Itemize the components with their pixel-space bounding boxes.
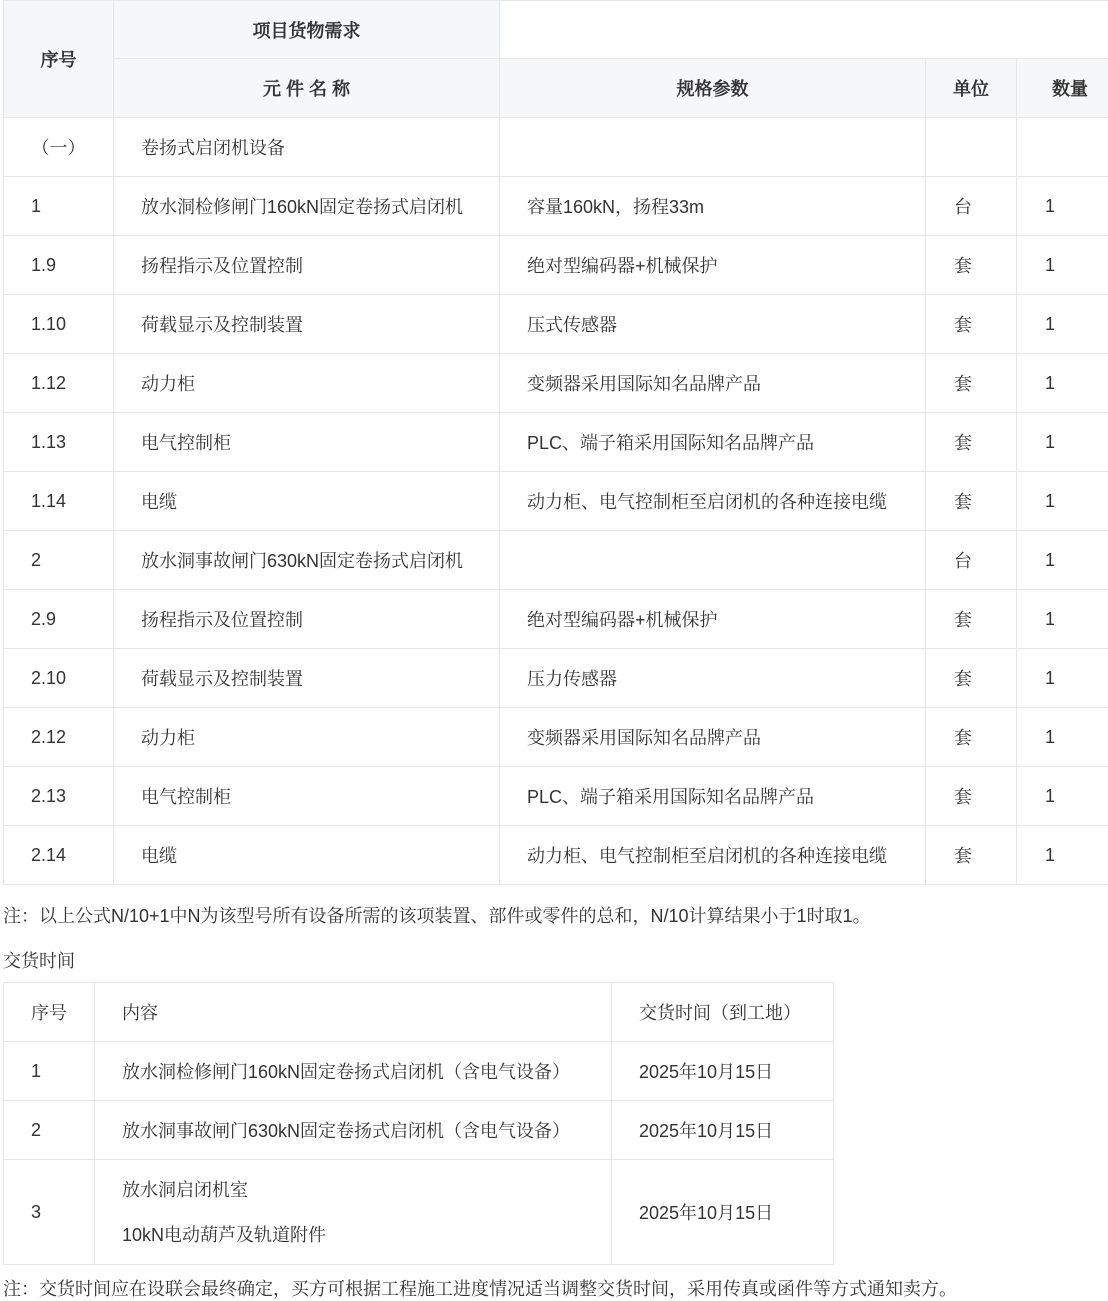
delivery-time: 2025年10月15日: [612, 1042, 834, 1101]
goods-qty: 1: [1017, 649, 1108, 708]
goods-spec: 压式传感器: [500, 295, 926, 354]
goods-row: [4, 826, 1108, 885]
goods-spec: 容量160kN，扬程33m: [500, 177, 926, 236]
goods-name: 扬程指示及位置控制: [114, 236, 500, 295]
goods-name: 荷载显示及控制装置: [114, 649, 500, 708]
header-blank: [500, 1, 1108, 59]
delivery-time: 2025年10月15日: [612, 1101, 834, 1160]
goods-unit: [926, 118, 1017, 177]
goods-row: [4, 708, 1108, 767]
goods-row: [4, 472, 1108, 531]
col-header-group: 项目货物需求: [114, 1, 500, 59]
goods-name: 动力柜: [114, 354, 500, 413]
delivery-row: [4, 1042, 834, 1101]
goods-qty: 1: [1017, 295, 1108, 354]
goods-qty: 1: [1017, 767, 1108, 826]
delivery-col-time: 交货时间（到工地）: [612, 983, 834, 1042]
col-header-seq: 序号: [4, 1, 114, 118]
goods-unit: 套: [926, 590, 1017, 649]
goods-row: [4, 118, 1108, 177]
goods-spec: [500, 531, 926, 590]
goods-qty: 1: [1017, 236, 1108, 295]
goods-spec: 动力柜、电气控制柜至启闭机的各种连接电缆: [500, 472, 926, 531]
goods-qty: 1: [1017, 413, 1108, 472]
goods-spec: PLC、端子箱采用国际知名品牌产品: [500, 413, 926, 472]
goods-seq: 1.13: [4, 413, 114, 472]
delivery-section-title: 交货时间: [3, 947, 75, 973]
goods-unit: 套: [926, 354, 1017, 413]
goods-unit: 套: [926, 472, 1017, 531]
goods-qty: 1: [1017, 590, 1108, 649]
goods-spec: 绝对型编码器+机械保护: [500, 236, 926, 295]
goods-qty: 1: [1017, 826, 1108, 885]
goods-qty: 1: [1017, 708, 1108, 767]
goods-unit: 套: [926, 826, 1017, 885]
goods-name: 电缆: [114, 826, 500, 885]
goods-qty: [1017, 118, 1108, 177]
goods-seq: 2.10: [4, 649, 114, 708]
delivery-row: [4, 1160, 834, 1265]
goods-seq: 1.9: [4, 236, 114, 295]
goods-name: 荷载显示及控制装置: [114, 295, 500, 354]
delivery-col-content: 内容: [95, 983, 612, 1042]
goods-row: [4, 236, 1108, 295]
goods-row: [4, 649, 1108, 708]
col-header-name: 元 件 名 称: [114, 59, 500, 118]
col-header-spec: 规格参数: [500, 59, 926, 118]
formula-note: 注：以上公式N/10+1中N为该型号所有设备所需的该项装置、部件或零件的总和，N/10计算结果小于1时取1。: [3, 902, 871, 928]
goods-spec: 变频器采用国际知名品牌产品: [500, 708, 926, 767]
goods-table-body: [4, 118, 1108, 885]
delivery-row: [4, 1101, 834, 1160]
goods-row: [4, 413, 1108, 472]
goods-name: 电气控制柜: [114, 413, 500, 472]
goods-qty: 1: [1017, 531, 1108, 590]
goods-seq: 1.14: [4, 472, 114, 531]
goods-seq: 2.12: [4, 708, 114, 767]
goods-seq: 1.12: [4, 354, 114, 413]
delivery-seq: 1: [4, 1042, 95, 1101]
delivery-note: 注：交货时间应在设联会最终确定，买方可根据工程施工进度情况适当调整交货时间，采用传真或函件等方式通知卖方。: [3, 1275, 957, 1301]
goods-seq: 2.14: [4, 826, 114, 885]
goods-row: [4, 177, 1108, 236]
goods-name: 扬程指示及位置控制: [114, 590, 500, 649]
goods-unit: 套: [926, 413, 1017, 472]
goods-row: [4, 354, 1108, 413]
goods-spec: PLC、端子箱采用国际知名品牌产品: [500, 767, 926, 826]
goods-name: 放水洞事故闸门630kN固定卷扬式启闭机: [114, 531, 500, 590]
goods-seq: 2.9: [4, 590, 114, 649]
goods-seq: （一）: [4, 118, 114, 177]
delivery-time: 2025年10月15日: [612, 1160, 834, 1265]
goods-unit: 台: [926, 531, 1017, 590]
goods-unit: 套: [926, 767, 1017, 826]
goods-seq: 2.13: [4, 767, 114, 826]
delivery-col-seq: 序号: [4, 983, 95, 1042]
goods-qty: 1: [1017, 177, 1108, 236]
delivery-table: [3, 982, 834, 1265]
goods-name: 电气控制柜: [114, 767, 500, 826]
delivery-content-line: 10kN电动葫芦及轨道附件: [122, 1224, 611, 1246]
goods-spec: 绝对型编码器+机械保护: [500, 590, 926, 649]
col-header-qty: 数量: [1017, 59, 1108, 118]
delivery-content: 放水洞事故闸门630kN固定卷扬式启闭机（含电气设备）: [95, 1101, 612, 1160]
goods-name: 动力柜: [114, 708, 500, 767]
goods-qty: 1: [1017, 472, 1108, 531]
goods-unit: 套: [926, 236, 1017, 295]
goods-table: [3, 0, 1108, 885]
goods-spec: 动力柜、电气控制柜至启闭机的各种连接电缆: [500, 826, 926, 885]
goods-row: [4, 531, 1108, 590]
goods-row: [4, 767, 1108, 826]
delivery-content: 放水洞检修闸门160kN固定卷扬式启闭机（含电气设备）: [95, 1042, 612, 1101]
delivery-seq: 2: [4, 1101, 95, 1160]
goods-row: [4, 295, 1108, 354]
delivery-seq: 3: [4, 1160, 95, 1265]
goods-spec: 变频器采用国际知名品牌产品: [500, 354, 926, 413]
goods-seq: 1: [4, 177, 114, 236]
delivery-content-line: 放水洞启闭机室: [122, 1179, 611, 1201]
goods-unit: 套: [926, 708, 1017, 767]
goods-row: [4, 590, 1108, 649]
goods-name: 放水洞检修闸门160kN固定卷扬式启闭机: [114, 177, 500, 236]
goods-qty: 1: [1017, 354, 1108, 413]
goods-unit: 套: [926, 295, 1017, 354]
goods-spec: [500, 118, 926, 177]
delivery-content: [95, 1160, 612, 1265]
delivery-header-row: [4, 983, 834, 1042]
goods-name: 卷扬式启闭机设备: [114, 118, 500, 177]
goods-seq: 2: [4, 531, 114, 590]
goods-name: 电缆: [114, 472, 500, 531]
col-header-unit: 单位: [926, 59, 1017, 118]
goods-seq: 1.10: [4, 295, 114, 354]
goods-spec: 压力传感器: [500, 649, 926, 708]
goods-unit: 套: [926, 649, 1017, 708]
goods-unit: 台: [926, 177, 1017, 236]
